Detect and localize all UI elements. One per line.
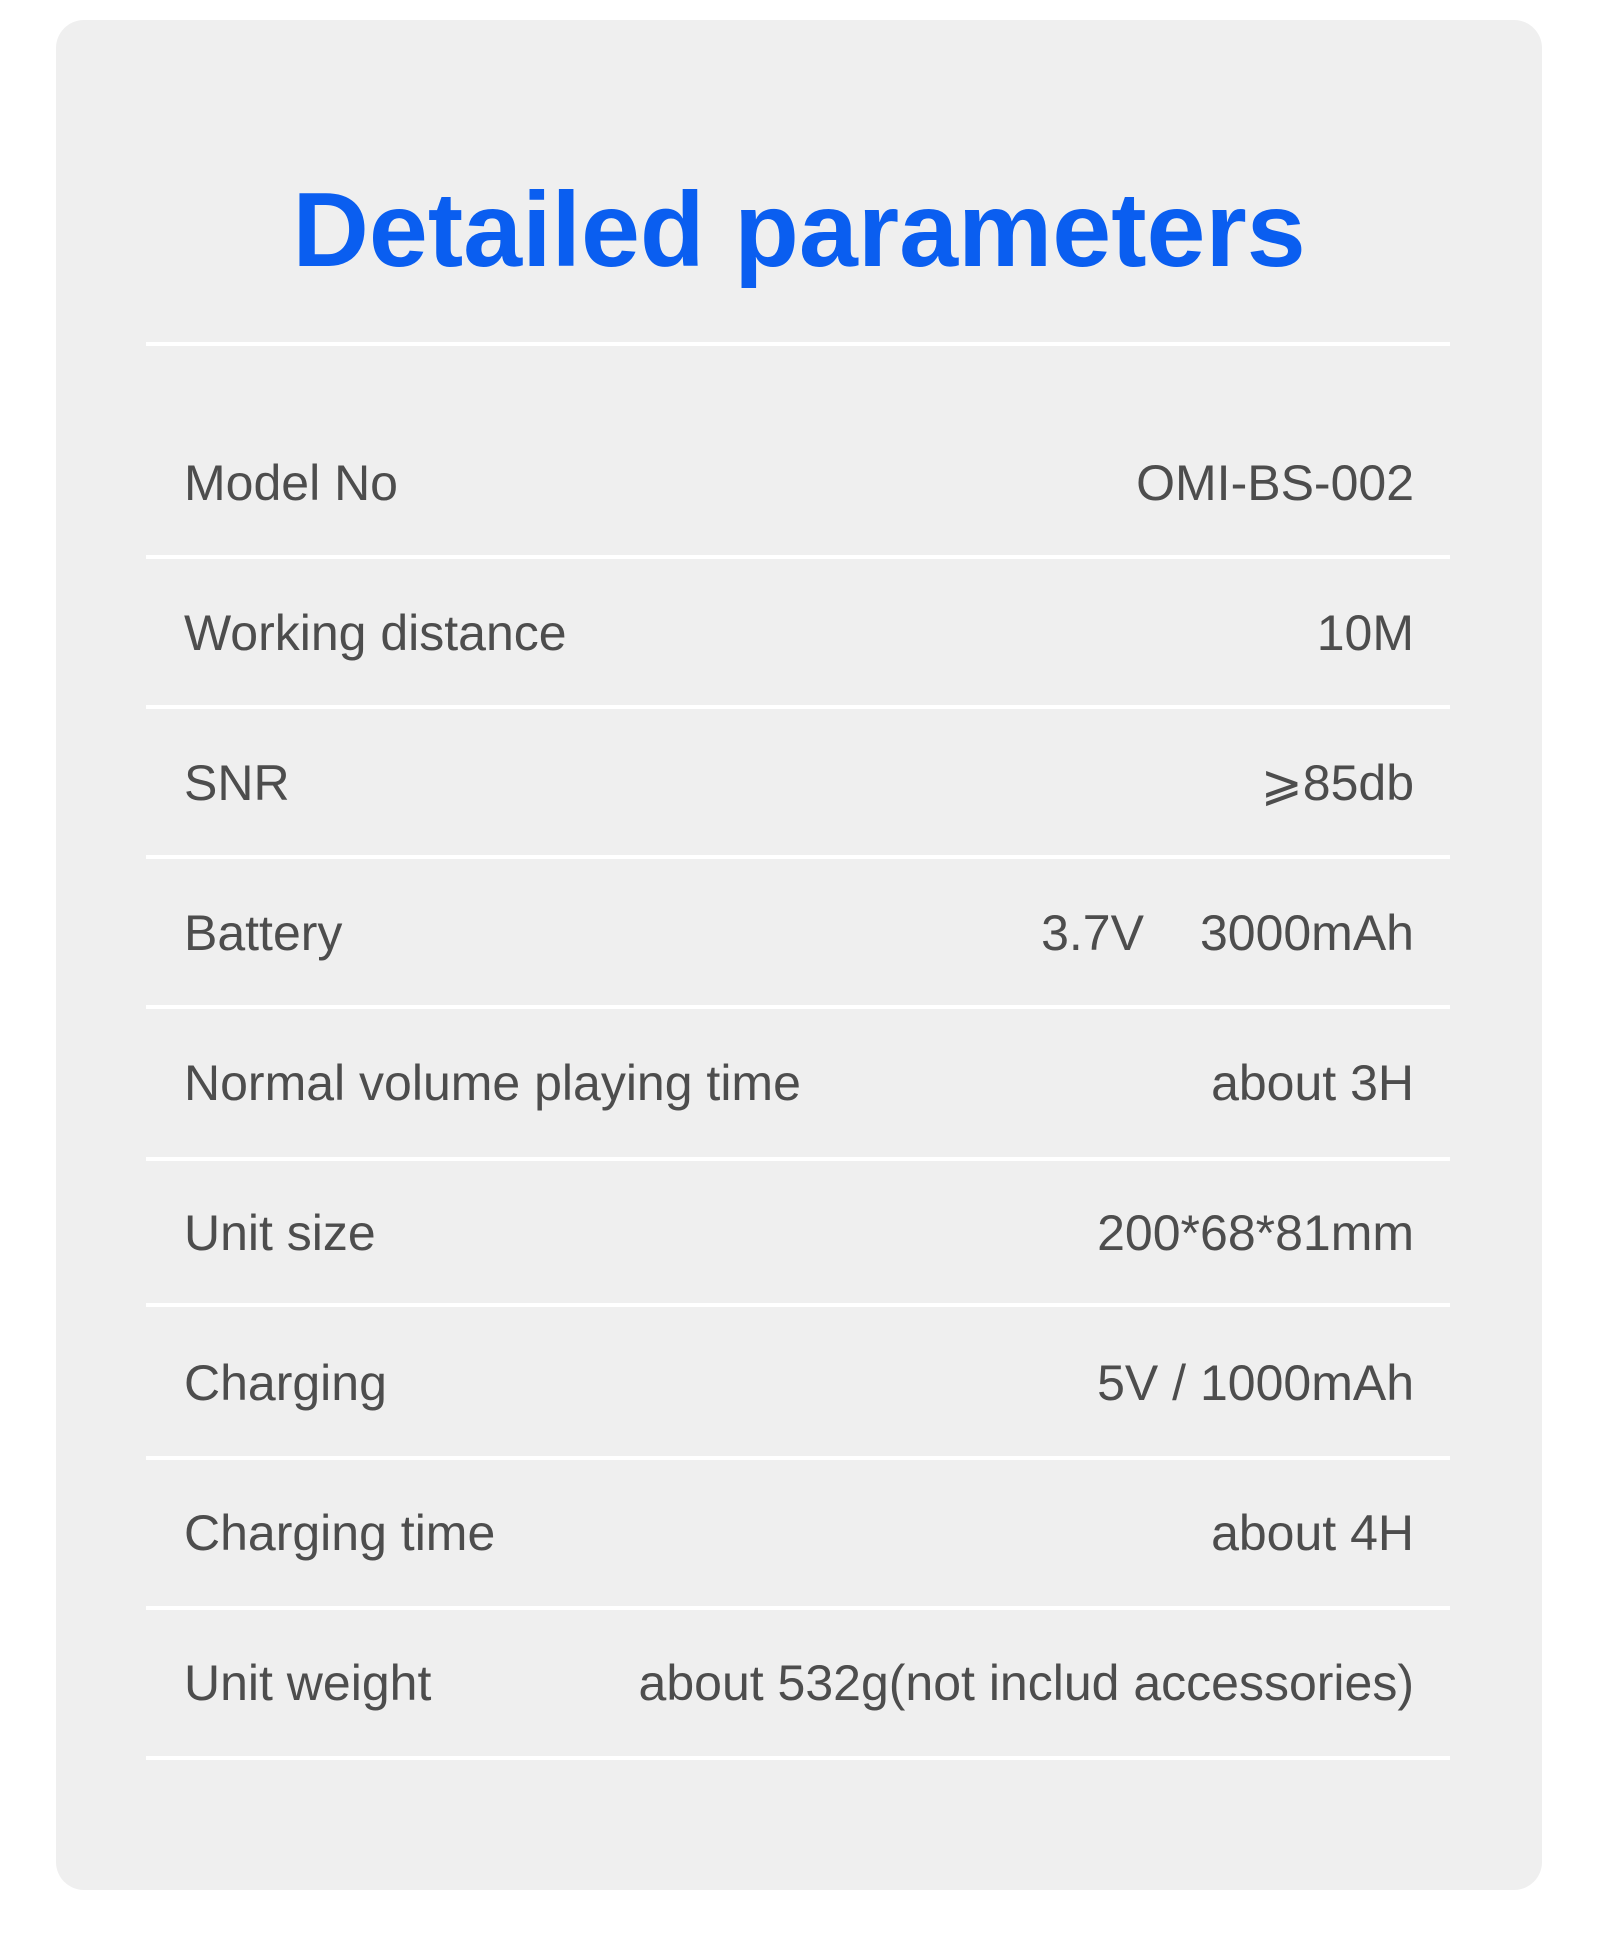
row-divider	[146, 1005, 1450, 1009]
battery-voltage: 3.7V	[1041, 905, 1144, 961]
spec-label-unit-size: Unit size	[184, 1205, 376, 1261]
row-divider	[146, 1456, 1450, 1460]
row-divider	[146, 1606, 1450, 1610]
spec-label-playing-time: Normal volume playing time	[184, 1055, 801, 1111]
row-divider	[146, 1756, 1450, 1760]
spec-value-snr: ⩾85db	[1260, 755, 1414, 811]
spec-value-model-no: OMI-BS-002	[1136, 455, 1414, 511]
spec-value-unit-size: 200*68*81mm	[1097, 1205, 1414, 1261]
spec-label-battery: Battery	[184, 905, 343, 961]
spec-value-working-distance: 10M	[1316, 605, 1414, 661]
page-title: Detailed parameters	[292, 171, 1306, 289]
spec-label-model-no: Model No	[184, 455, 398, 511]
row-divider	[146, 1157, 1450, 1161]
row-divider	[146, 855, 1450, 859]
spec-value-battery	[1041, 905, 1414, 961]
title-divider	[146, 342, 1450, 346]
spec-value-unit-weight: about 532g(not includ accessories)	[638, 1655, 1414, 1711]
battery-capacity: 3000mAh	[1199, 905, 1414, 961]
row-divider	[146, 705, 1450, 709]
spec-value-charging-time: about 4H	[1211, 1505, 1414, 1561]
spec-label-snr: SNR	[184, 755, 290, 811]
row-divider	[146, 1303, 1450, 1307]
spec-label-working-distance: Working distance	[184, 605, 567, 661]
spec-label-charging-time: Charging time	[184, 1505, 496, 1561]
spec-label-unit-weight: Unit weight	[184, 1655, 432, 1711]
spec-value-playing-time: about 3H	[1211, 1055, 1414, 1111]
row-divider	[146, 555, 1450, 559]
parameters-card	[56, 20, 1542, 1890]
spec-value-charging: 5V / 1000mAh	[1097, 1355, 1414, 1411]
spec-label-charging: Charging	[184, 1355, 387, 1411]
